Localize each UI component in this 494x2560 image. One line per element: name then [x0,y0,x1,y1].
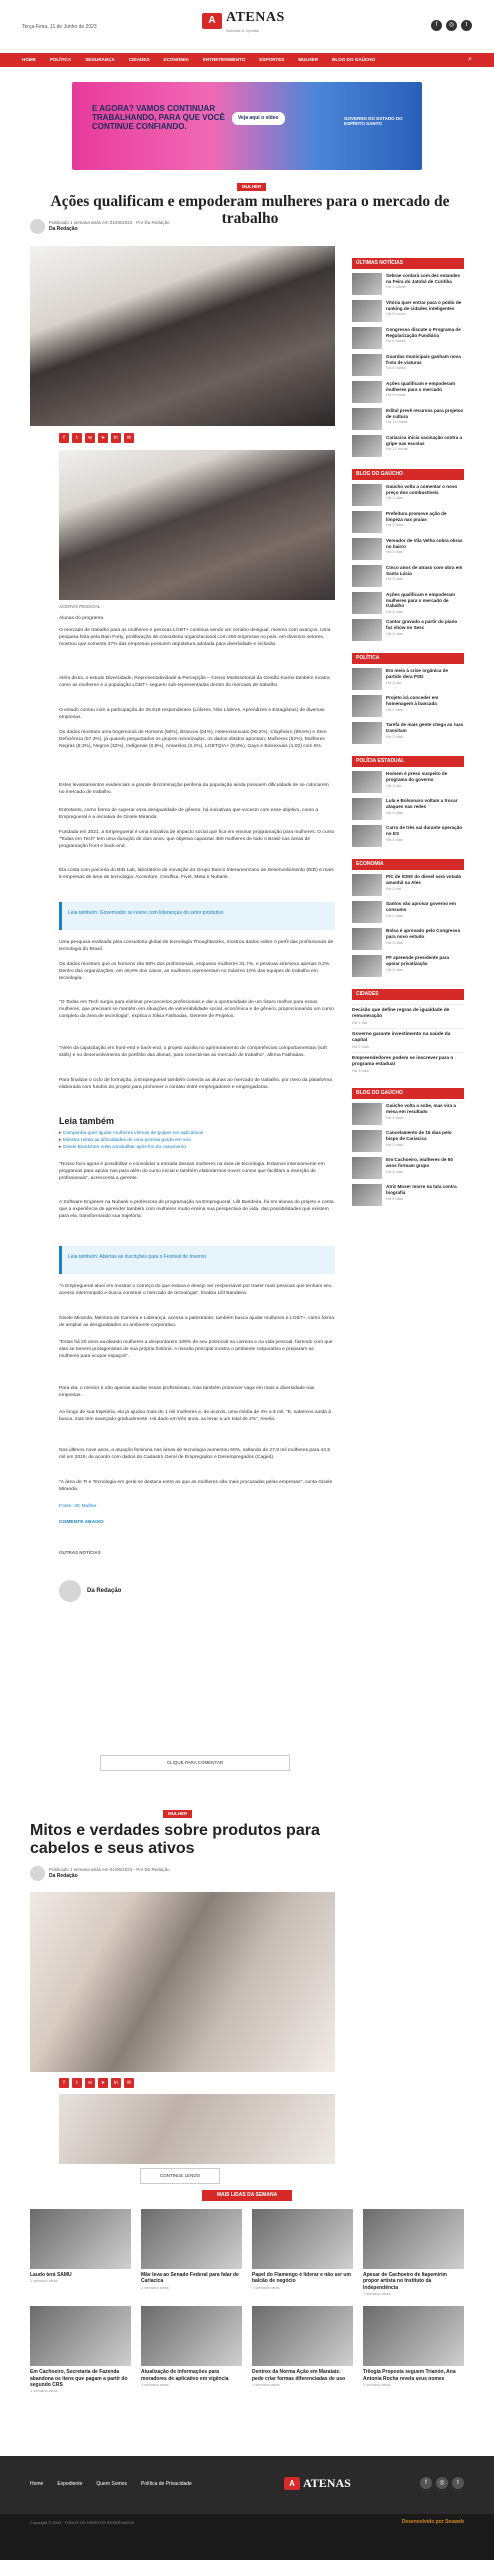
most-read-card[interactable] [141,2209,242,2296]
nav-mulher[interactable]: MULHER [298,56,319,62]
article-paragraph: A Software Engineer na Nubank e professora de programação na Empregueral, Lilit Bandeira, foi em alunas do projeto e conta que a experiência de aprender também com mulheres muito ensina sua perspectiva de vida, das possibilidades que existem para ela, transformando sua trajetória. [59,1200,334,1219]
sidebar-thumb [352,874,382,896]
article-paragraph: Além disso, o estudo Diversidade, Representatividade & Percepção – Censo Multissetorial da Gestão Kairós também mostra como as mulheres e a população LGBT+ seguem sub-representadas dentro do mercado de trabalho. [59,676,330,688]
nav-entretenimento[interactable]: ENTRETENIMENTO [202,56,246,62]
twitter-icon[interactable]: t [452,2477,464,2489]
sidebar-item[interactable] [352,619,464,641]
sidebar-thumb [352,592,382,614]
article-paragraph: "Estas há 20 anos auxiliando mulheres a despontarem 100% de seu potencial na carreira e na vida pessoal, fazendo com que elas se tornem protagonistas de sua própria história. A missão principal mostra o ambiente corporativo e preparam as mulheres para ocupar espaços". [59,1340,333,1359]
article-paragraph: "Além da capacitação em front-end e back-end, o projeto auxilia no aprimoramento de competências comportamentais (soft skills) e no desenvolvimento do portfólio das alunas, para conectá-las ao mercado de trabalho", afirma Fatihadas. [59,1046,327,1058]
author-avatar [30,219,45,234]
card-thumb [141,2209,242,2269]
article-paragraph: Gisele Miranda, Mentora de Carreira e Liderança, acessa a palestrante, também busca ajudar mulheres e LGBT+, como forma de ampliar as desigualdades no ambiente corporativo. [59,1316,334,1328]
sidebar-thumb [352,722,382,744]
card-title[interactable]: Trilogia Proposta seguem Trianón, Ana Antonia Rocha revela seus nomes [363,2369,456,2382]
sidebar-item-title[interactable]: Projeto irá conceder em homenagem à bancada [386,695,439,706]
sidebar-item-title[interactable]: Cancelamento de 15 dias pelo bispo de Cariacica [386,1130,452,1141]
sidebar-section-title: POLÍTICA [352,653,464,664]
nav-blog-do-gaucho[interactable]: BLOG DO GAÚCHO [332,56,376,62]
sidebar-item[interactable] [352,825,464,847]
sidebar-item[interactable] [352,511,464,533]
article-paragraph: Para finalizar o ciclo de formação, a Empregueral também conecta as alunas ao mercado de trabalho, por meio da plataforma elaborada com fundos do projeto para promover o contato entre empregadores e empregadoras. [59,1078,332,1090]
author-box-name[interactable]: Da Redação [87,1587,122,1594]
footer-logo[interactable] [284,2475,351,2492]
leia-tambem-list [59,1130,335,1152]
sidebar-thumb [352,771,382,793]
sidebar-section-blog [352,469,464,641]
sidebar-item-date: Há 5 dias [386,1195,403,1201]
article-title: Ações qualificam e empoderam mulheres para o mercado de trabalho [50,193,450,228]
sidebar-thumb [352,408,382,430]
facebook-icon[interactable]: f [431,20,442,31]
sidebar-item[interactable] [352,771,464,793]
sidebar-item-date: Há 1 dia [386,885,401,891]
article-paragraph: Estes levantamentos evidenciam a grande discriminação periferia da população ainda possuem dificuldade de se colocarem no mercado de trabalho. [59,783,329,795]
sidebar-section-politica [352,653,464,744]
leia-tambem-link[interactable]: ▸ Gisele Bündchen volta a trabalhar após fim do casamento [59,1144,335,1151]
photo-caption: ACERVO PESSOAL [59,604,101,609]
sidebar-section-title: ECONOMIA [352,859,464,870]
sidebar-thumb [352,668,382,690]
article-paragraph: Os dados mostram uma hegemonia de Homens (56%), Brancos (64%), Heterossexuais (90,2%), Cisgênero (98,6%) e Sem Deficiência (97,3%), já quando perguntados os grupos minorizados, os dados obtidos apontam: Mulheres (52%), Mulheres Negras (8,3%), Negros (32%), Indígenas (0,9%), Amarelos (2,2%), LGBTQIA+ (9,8%), Gays e Bissexuais (1,02) com 6%. [59,730,327,749]
sidebar-item-date: Há 2 dias [386,706,403,712]
sidebar-thumb [352,901,382,923]
sidebar-item[interactable] [352,798,464,820]
sidebar-thumb [352,511,382,533]
article-paragraph: O mercado de trabalho para as mulheres e pessoas LGBT+ continua sendo um cenário desigual, mesmo com avanços. Uma pesquisa feita pela Bain Forty, proliferação de consultoria organizacional com 250 empresas no país, em diversos setores, mostrou que somente 37% das empresas possuem arquitetura adotada para diversidade e inclusão. [59,628,331,647]
sidebar-item-date: Há 3 horas [386,284,406,290]
card-date: 1 semana atrás [252,2381,280,2387]
sidebar-item-date: Há 2 dias [352,1044,369,1050]
sidebar-section-title: ÚLTIMAS NOTÍCIAS [352,258,464,269]
card-title[interactable]: Em Cachoeiro, Secretaria de Fazenda abandona os itens que pagam a partir do segundo CRS [30,2369,128,2388]
card-date: 1 semana atrás [363,2381,391,2387]
sidebar-item[interactable] [352,955,464,977]
sidebar-item-title[interactable]: Cariacica inicia vacinação contra a gripe nas escolas [386,435,463,446]
banner-headline: E AGORA? VAMOS CONTINUAR TRABALHANDO, PARA QUE VOCÊ CONTINUE CONFIANDO. [92,104,225,132]
card-thumb [363,2306,464,2366]
article-paragraph: Nos últimos nove anos, a atuação feminina nas áreas de tecnologia aumentou 60%, saltando de 27,9 mil mulheres para 44,5 mil em 2019, de acordo com dados do Cadastro Geral de Empregados e Desempregados (Caged). [59,1448,331,1460]
article-meta [30,219,170,234]
sidebar-item[interactable] [352,722,464,744]
article2-title: Mitos e verdades sobre produtos para cabelos e seus ativos [30,1822,320,1858]
article-paragraph: "Nosso foco agora é possibilitar e consolidar a entrada dessas mulheres na área de tecnologia. Estamos intensamente em programas para apoiar nas para além do curso inicial e também elaborarmos novos cursos que facilitam a inserção de profissionais", acrescenta a gerente. [59,1162,325,1181]
sidebar-item-title[interactable]: Empreendedores podem se inscrever para o programa estadual [352,1056,454,1068]
sidebar-thumb [352,273,382,295]
sidebar-item-title[interactable]: Carro de três sai durante operação no ES [386,825,463,836]
article-paragraph: "A Empregueral atuei em mostrar o começo do que estava e desejo ser responsável por trazer mais pessoas que tenham seu acesso interrompido e busca construir o mercado de tecnologia", finaliza Lilit Bandeira. [59,1284,332,1296]
card-date: 1 semana atrás [141,2381,169,2387]
sidebar-item-date: Há 3 dias [386,549,403,555]
publish-info: Publicado 1 semana atrás em 01/06/2023 · Por Da Redação [49,219,170,225]
sidebar-item[interactable] [352,381,464,403]
sidebar-section-title: BLOG DO GAÚCHO [352,1088,464,1099]
sidebar-thumb [352,798,382,820]
sidebar-thumb [352,695,382,717]
card-thumb [30,2209,131,2269]
site-logo[interactable] [202,8,285,33]
sidebar-item-title[interactable]: Cantor gravado a partir do piano faz show no Sesc [386,619,458,630]
sidebar-item-title[interactable]: Congresso discute o Programa de Regularização Fundiária [386,327,461,338]
article2-publish-info: Publicado 1 semana atrás em 01/06/2023 · Por Da Redação [49,1866,170,1872]
most-read-section [30,2190,464,2394]
card-thumb [252,2209,353,2269]
article-paragraph: "O Todas em Tech surgiu para eliminar preconceitos profissionais e dar a oportunidade de um futuro melhor para essas mulheres, que precisam se mantêm em situações de vulnerabilidade social, econômica e de gênero, proporcionando um curso completo da área de tecnologia", explica a Silvia Fatihadas, Gerente de Projetos. [59,1000,334,1019]
article-paragraph: Entretanto, como forma de superar essa desigualdade de gênero, há iniciativas que vocesm com esse objetivo, como a Empregueral e a iniciativa de Gisele Miranda. [59,808,319,820]
article-paragraph: O estudo contou com a participação de 26.619 respondentes (Líderes, Não Líderes, Aprendizes e Estagiários) de diversas empresas. [59,708,325,720]
sidebar-thumb [352,327,382,349]
email-share-icon[interactable]: ✉ [124,433,134,443]
leia-tambem-heading: Leia também [59,1116,115,1126]
search-icon[interactable]: ⌕ [468,56,472,64]
sidebar-item-date: Há 8 horas [386,365,406,371]
social-links [431,20,472,31]
related-link-box[interactable] [59,1246,335,1274]
nav-esportes[interactable]: ESPORTES [259,56,285,62]
logo-tagline: Notícias & Opinião [226,27,260,33]
card-date: 1 semana atrás [141,2284,169,2290]
author-box-avatar [59,1580,81,1602]
nav-home[interactable]: HOME [22,56,36,62]
linkedin-share-icon[interactable]: in [111,433,121,443]
article2-share-buttons [59,2078,134,2088]
card-thumb [141,2306,242,2366]
most-read-card[interactable] [141,2306,242,2393]
logo-name: ATENAS [226,10,285,25]
article-paragraph: Ao longo de sua trajetória, ela já ajudou mais de 1 mil mulheres e, de acordo, uma média de 4% a 5 mil. "E, sabemos ainda à busca, mas tem avançado gradualmente. Há dado em três anos, as levar a um total de 2%", revela. [59,1410,331,1422]
sidebar-item[interactable] [352,327,464,349]
sidebar-item-title[interactable]: Prefeitura promove ação de limpeza nas praias [386,511,447,522]
article2-secondary-image [59,2094,335,2164]
card-date: 1 semana atrás [252,2284,280,2290]
sidebar-thumb [352,955,382,977]
comment-link[interactable]: COMENTE ABAIXO [59,1520,104,1525]
nav-seguranca[interactable]: SEGURANÇA [85,56,115,62]
sidebar-item-date: Há 3 dias [386,836,403,842]
twitter-icon[interactable]: t [461,20,472,31]
sidebar-thumb [352,928,382,950]
sidebar-item-date: Há 2 dias [386,1114,403,1120]
sidebar-item-date: Há 4 dias [386,630,403,636]
sidebar-item-title[interactable]: Governo garante investimento na saúde da capital [352,1032,451,1044]
sidebar-item-title[interactable]: Em meio à crise orgânica de partido dera PSD [386,668,449,679]
footer-social-links [420,2477,464,2489]
sidebar-item-title[interactable]: Sebrae contará com dez estandes na Feira do Jatobá de Curitiba [386,273,461,284]
sidebar-item-title[interactable]: Cinco anos de atraso com obra em Santa Lúcia [386,565,463,576]
sidebar-thumb [352,381,382,403]
author-box-label: OUTRAS NOTÍCIAS [59,1550,101,1555]
sidebar-section-blog-2 [352,1088,464,1206]
sidebar-item-title[interactable]: Ações qualificam e empoderam mulheres para o mercado [386,381,455,392]
footer-link-expediente[interactable]: Expediente [57,2481,83,2487]
sidebar-item[interactable] [352,695,464,717]
most-read-title: MAIS LIDAS DA SEMANA [202,2190,292,2201]
sidebar-item-date: Há 6 horas [386,338,406,344]
card-thumb [30,2306,131,2366]
article2-author-avatar [30,1866,45,1881]
article-group-photo [59,450,335,600]
sidebar-item-date: Há 2 dias [386,495,403,501]
main-nav [0,53,494,67]
sidebar-thumb [352,300,382,322]
sidebar-item-date: Há 2 dias [386,912,403,918]
sidebar-item-title[interactable]: Tarefa de mais gente chega as ruas transitam [386,722,464,733]
sidebar-item-date: Há 2 dias [386,809,403,815]
sidebar-thumb [352,354,382,376]
banner-government-logo: GOVERNO DO ESTADO DO ESPÍRITO SANTO [344,116,403,127]
telegram-share-icon[interactable]: ➤ [98,433,108,443]
card-title[interactable]: Papel do Flamengo é liderar e não ser um balcão de negócio [252,2272,351,2285]
sidebar-item[interactable] [352,1184,464,1206]
sidebar-item[interactable] [352,538,464,560]
sidebar-item[interactable] [352,435,464,457]
card-title[interactable]: Atualização de informações para moradores de aplicativo em vigência [141,2369,229,2382]
footer-links [30,2481,192,2488]
sidebar-item[interactable] [352,901,464,923]
sidebar-item-date: Há 1 dia [352,1020,367,1026]
footer-link-privacidade[interactable]: Política de Privacidade [140,2481,192,2487]
copyright-bar [0,2514,494,2560]
author-box [59,1580,121,1602]
article-main-image [30,246,335,426]
article-source[interactable]: Fonte: JC Mulher [59,1504,97,1509]
sidebar-item-title[interactable]: PIC de ICMS do diesel será votado amanhã na Ales [386,874,462,885]
article-paragraph: Os dados mostram que os homens são 68% dos profissionais, enquanto mulheres 31,7%, e pessoas intersexo apenas 0,2%. Dentro das organizações, em 46,9% dos casos, as mulheres representam no máximo 10% das equipes de trabalho em tecnologia. [59,962,331,981]
sidebar-item-date: Há 3 dias [386,1141,403,1147]
sidebar-item-date: Há 3 dias [386,576,403,582]
logo-mark: A [202,13,222,29]
whatsapp-share-icon[interactable]: w [85,2078,95,2088]
sidebar-item[interactable] [352,1157,464,1179]
sidebar-item-date: Há 5 horas [386,311,406,317]
sidebar-item-title[interactable]: Em Cachoeiro, mulheres de 50 anos formam grupo [386,1157,453,1168]
sidebar-item-title[interactable]: Lula e Bolsonaro voltam a trocar ataques nas redes [386,798,458,809]
card-date: 1 semana atrás [30,2388,58,2394]
card-title[interactable]: Dentros da Norma Ação em Maratais: pede criar formas diferenciadas de uso [252,2369,346,2382]
twitter-share-icon[interactable]: t [72,2078,82,2088]
article-paragraph: Alunas do programa [59,616,104,621]
footer-logo-name: ATENAS [303,2476,351,2490]
sidebar-thumb [352,1103,382,1125]
sidebar-item-title[interactable]: Edital prevê recursos para projetos de cultura [386,408,464,419]
sidebar-section-title: CIDADES [352,989,464,1000]
sidebar-section-policia [352,756,464,847]
facebook-icon[interactable]: f [420,2477,432,2489]
sidebar-item[interactable] [352,874,464,896]
sidebar-item-title[interactable]: Atriz Moser morre na luta contra biografia [386,1184,457,1195]
most-read-card[interactable] [30,2306,131,2393]
leia-tambem-link[interactable]: ▸ Campanha quer ajudar mulheres vítimas de golpes em aplicativos [59,1130,335,1137]
linkedin-share-icon[interactable]: in [111,2078,121,2088]
article2-main-image [30,1892,335,2072]
sidebar-section-economia [352,859,464,977]
sidebar-line-item[interactable] [352,1004,464,1028]
sidebar-item-date: Há 12 horas [386,446,408,452]
sidebar-item-date: Há 1 dia [386,679,401,685]
nav-politica[interactable]: POLÍTICA [49,56,72,62]
most-read-card[interactable] [30,2209,131,2296]
sidebar-thumb [352,825,382,847]
facebook-share-icon[interactable]: f [59,433,69,443]
sidebar-item-date: Há 1 dia [386,782,401,788]
sidebar-thumb [352,1184,382,1206]
card-date: 1 semana atrás [30,2278,58,2284]
most-read-card[interactable] [363,2306,464,2393]
sidebar-item-title[interactable]: Vitória quer entrar para o pódio de ranking de cidades inteligentes [386,300,462,311]
sidebar-section-latest [352,258,464,457]
sidebar-section-title: POLÍCIA ESTADUAL [352,756,464,767]
sidebar-item-title[interactable]: Homem é preso suspeito de programa do governo [386,771,448,782]
sidebar [352,258,464,1211]
card-title[interactable]: Laudo terá SAMU [30,2272,72,2278]
site-footer [0,2456,494,2514]
related-link-text[interactable]: Leia também: Abertas as inscrições para o Festival de Inverno [68,1254,207,1260]
card-thumb [252,2306,353,2366]
most-read-card[interactable] [252,2306,353,2393]
sidebar-item[interactable] [352,484,464,506]
sidebar-item-date: Há 3 dias [386,733,403,739]
sidebar-item-title[interactable]: Santos vão aprovar governo em consumo [386,901,456,912]
ad-banner[interactable] [72,82,422,170]
article-paragraph: Uma pesquisa realizada pela consultoria global de tecnologia Thoughtworks, mostrou dados sobre o perfil das profissionais de tecnologia do Brasil. [59,940,334,952]
related-link-text[interactable]: Leia também: Governador se reúne com lideranças do setor produtivo [68,910,224,916]
top-bar [0,0,494,50]
instagram-icon[interactable]: ◎ [446,20,457,31]
email-share-icon[interactable]: ✉ [124,2078,134,2088]
sidebar-section-title: BLOG DO GAÚCHO [352,469,464,480]
sidebar-section-cidades [352,989,464,1076]
sidebar-thumb [352,484,382,506]
sidebar-item-date: Há 4 dias [386,1168,403,1174]
sidebar-item-date: Há 4 dias [386,609,403,615]
sidebar-item-date: Há 2 dias [386,522,403,528]
facebook-share-icon[interactable]: f [59,2078,69,2088]
sidebar-thumb [352,538,382,560]
banner-video-button[interactable]: Veja aqui o vídeo [232,112,285,125]
article2-meta [30,1866,170,1881]
sidebar-item-title[interactable]: Ações qualificam e empoderam mulheres para o mercado de trabalho [386,592,455,609]
author-name[interactable]: Da Redação [49,226,78,233]
sidebar-item-date: Há 11 horas [386,419,408,425]
sidebar-item-title[interactable]: Gaúcho volta a sobe, mas vira a mesa em resultado [386,1103,456,1114]
sidebar-item[interactable] [352,300,464,322]
sidebar-item[interactable] [352,1130,464,1152]
article-paragraph: Ela conta com parceria do BID Lab, laboratório de inovação do Grupo Banco Interamericano de Desenvolvimento (BID) e mais 5 empresas de área de tecnologia: Accenture, Credfisa, Fivet, Meta e Nubank. [59,868,334,880]
telegram-share-icon[interactable]: ➤ [98,2078,108,2088]
article-paragraph: Para ela, o mentor é não apenas auxiliar essas profissionais, mas também promover vaga em mais a diversidade nas empresas. [59,1386,315,1398]
sidebar-item[interactable] [352,273,464,295]
nav-cidades[interactable]: CIDADES [128,56,150,62]
load-comments-button[interactable]: CLIQUE PARA COMENTAR [100,1755,290,1771]
sidebar-item[interactable] [352,592,464,614]
whatsapp-share-icon[interactable]: w [85,433,95,443]
twitter-share-icon[interactable]: t [72,433,82,443]
related-link-box[interactable] [59,902,335,930]
article2-author-name[interactable]: Da Redação [49,1873,78,1880]
current-date: Terça-Feira, 11 de Junho de 2023 [22,24,97,30]
sidebar-item[interactable] [352,1103,464,1125]
sidebar-item-date: Há 4 dias [386,966,403,972]
sidebar-thumb [352,565,382,587]
card-date: 1 semana atrás [363,2290,391,2296]
nav-economia[interactable]: ECONOMIA [163,56,189,62]
sidebar-line-item[interactable] [352,1052,464,1076]
sidebar-item-title[interactable]: Gaúcho volta a comentar o novo preço dos combustíveis [386,484,458,495]
sidebar-item-date: Há 9 horas [386,392,406,398]
article2-category[interactable]: MULHER [163,1810,192,1818]
most-read-card[interactable] [252,2209,353,2296]
continue-reading-button[interactable]: CONTINUE LENDO [140,2168,220,2184]
sidebar-item-date: Há 3 dias [352,1068,369,1074]
developer-credit[interactable]: Desenvolvido por Seuweb [401,2519,464,2525]
card-thumb [363,2209,464,2269]
card-title[interactable]: Apesar de Cachoeiro de Itapemirim propor artista no Instituto da Independência [363,2272,447,2291]
sidebar-item-title[interactable]: PF apreende presidente para apoiar privatização [386,955,450,966]
sidebar-thumb [352,1157,382,1179]
footer-link-home[interactable]: Home [30,2481,44,2487]
article-paragraph: "A área de TI e Tecnologia em geral se destaca entre as que as mulheres são mais procuradas pelas empresas", conta Gisele Miranda. [59,1480,333,1492]
sidebar-item-title[interactable]: Decisão que define regras de igualdade de remuneração [352,1008,450,1020]
sidebar-item[interactable] [352,565,464,587]
footer-link-quem-somos[interactable]: Quem Somos [96,2481,127,2487]
sidebar-item[interactable] [352,668,464,690]
sidebar-item[interactable] [352,408,464,430]
sidebar-item-title[interactable]: Vereador de Vila Velha cobra obras no bairro [386,538,463,549]
sidebar-thumb [352,619,382,641]
leia-tambem-link[interactable]: ▸ Ministra relata as dificuldades de uma pessoa gorda em voo [59,1137,335,1144]
copyright-text: Copyright © 2023 · TODOS OS DIREITOS RESERVADOS [30,2520,135,2525]
sidebar-line-item[interactable] [352,1028,464,1052]
article-category[interactable]: MULHER [237,183,266,191]
sidebar-item[interactable] [352,354,464,376]
sidebar-item-title[interactable]: Bolsa é aprovado pelo Congresso para novo estudo [386,928,461,939]
sidebar-item-title[interactable]: Guardas municipais ganham nova frota de viaturas [386,354,461,365]
most-read-card[interactable] [363,2209,464,2296]
sidebar-thumb [352,435,382,457]
footer-logo-mark: A [284,2477,300,2490]
sidebar-thumb [352,1130,382,1152]
instagram-icon[interactable]: ◎ [436,2477,448,2489]
sidebar-item[interactable] [352,928,464,950]
share-buttons [59,433,134,443]
card-title[interactable]: Mãe leva ao Senado Federal para falar de Cariacica [141,2272,239,2285]
sidebar-item-date: Há 3 dias [386,939,403,945]
article-paragraph: Fundada em 2021, a Empregueral é uma iniciativa de impacto social que fica em ensinar programação para mulheres. O curso "Todas em Tech" tem uma duração de dois anos, que objetiva capacitar 480 mulheres de todo o Brasil nas áreas de programação front e back-end. [59,830,335,849]
